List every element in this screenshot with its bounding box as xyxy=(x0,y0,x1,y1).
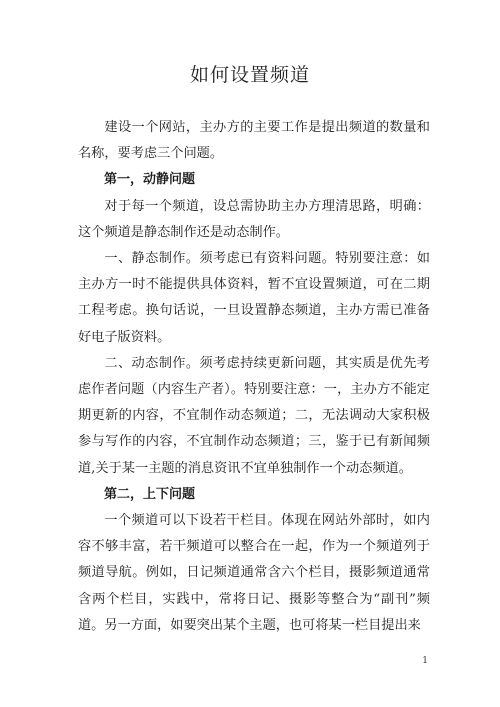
paragraph-intro: 建设一个网站，主办方的主要工作是提出频道的数量和名称，要考虑三个问题。 xyxy=(78,120,430,162)
document-title: 如何设置频道 xyxy=(189,64,310,86)
paragraph-section2: 一个频道可以下设若干栏目。体现在网站外部时，如内容不够丰富，若干频道可以整合在一起，作为一个频道列于频道导航。例如，日记频道通常含六个栏目，摄影频道通常含两个栏目，实践中，常将日记、摄影等整合为“副刊”频道。另一方面，如要突出某个主题，也可将某一栏目提出来 xyxy=(78,513,430,633)
page-number: 1 xyxy=(422,656,428,666)
document-body xyxy=(78,115,430,639)
section-heading-1: 第一，动静问题 xyxy=(104,172,196,188)
paragraph-dynamic: 二、动态制作。须考虑持续更新问题，其实质是优先考虑作者问题（内容生产者）。特别要注意：一，主办方不能定期更新的内容，不宜制作动态频道；二，无法调动大家积极参与写作的内容，不宜制作动态频道；三，鉴于已有新闻频道,关于某一主题的消息资讯不宜单独制作一个动态频道。 xyxy=(78,355,430,476)
section-heading-2: 第二，上下问题 xyxy=(104,486,196,502)
paragraph-static: 一、静态制作。须考虑已有资料问题。特别要注意：如主办方一时不能提供具体资料，暂不宜设置频道，可在二期工程考虑。换句话说，一旦设置静态频道，主办方需已准备好电子版资料。 xyxy=(78,251,430,345)
paragraph-section1-intro: 对于每一个频道，设总需协助主办方理清思路，明确：这个频道是静态制作还是动态制作。 xyxy=(78,198,430,240)
